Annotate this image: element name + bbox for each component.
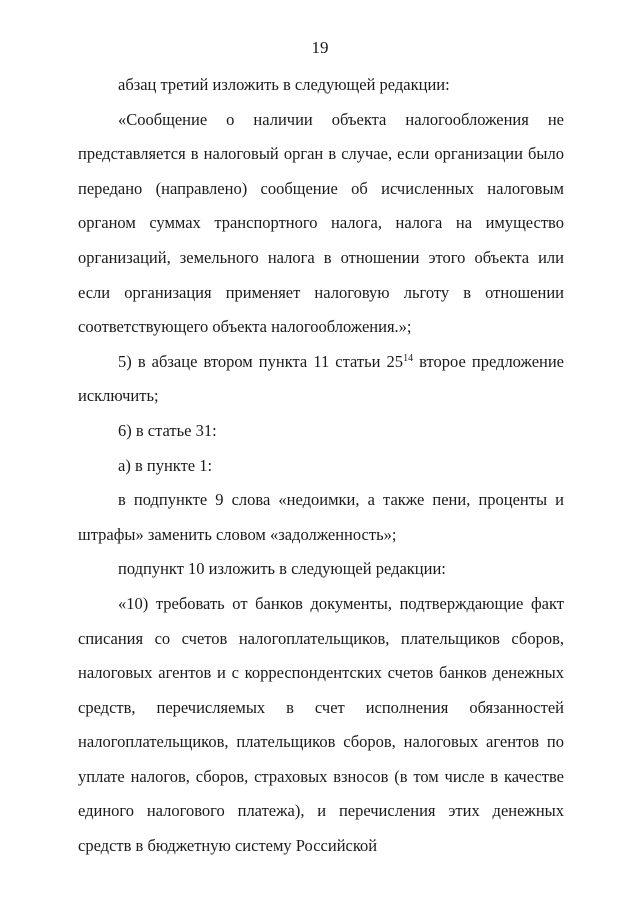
paragraph-subitem-10-text: «10) требовать от банков документы, подтверждающие факт списания со счетов налогоплательщиков, плательщиков сборов, налоговых агентов и с корреспондентских счетов банков денежных средств, перечисляемых в счет исполнения обязанностей налогоплательщиков, плательщиков сборов, налоговых агентов по уплате налогов, сборов, страховых взносов (в том числе в качестве единого налогового платежа), и перечисления этих денежных средств в бюджетную систему Российской bbox=[78, 593, 564, 856]
paragraph-amend-third-subparagraph: абзац третий изложить в следующей редакции: bbox=[118, 75, 450, 94]
item-5-text-start: 5) в абзаце втором пункта 11 статьи 25 bbox=[118, 351, 404, 371]
paragraph-item-5 bbox=[78, 345, 564, 414]
paragraph-subitem-9: в подпункте 9 слова «недоимки, а также пени, проценты и штрафы» заменить словом «задолженность»; bbox=[78, 490, 564, 544]
paragraph-subitem-10-intro: подпункт 10 изложить в следующей редакции: bbox=[118, 559, 446, 579]
paragraph-item-6: 6) в статье 31: bbox=[118, 420, 217, 440]
page-number: 19 bbox=[311, 38, 329, 57]
article-superscript: 14 bbox=[403, 352, 414, 364]
paragraph-item-a: а) в пункте 1: bbox=[118, 455, 213, 475]
paragraph-notification-text: «Сообщение о наличии объекта налогообложения не представляется в налоговый орган в случае, если организации было передано (направлено) сообщение об исчисленных налоговым органом суммах транспортного налога, налога на имущество организаций, земельного налога в отношении этого объекта или если организация применяет налоговую льготу в отношении соответствующего объекта налогообложения.»; bbox=[78, 109, 564, 337]
item-5-text-end: второе предложение исключить; bbox=[78, 351, 565, 406]
document-body bbox=[78, 68, 564, 864]
